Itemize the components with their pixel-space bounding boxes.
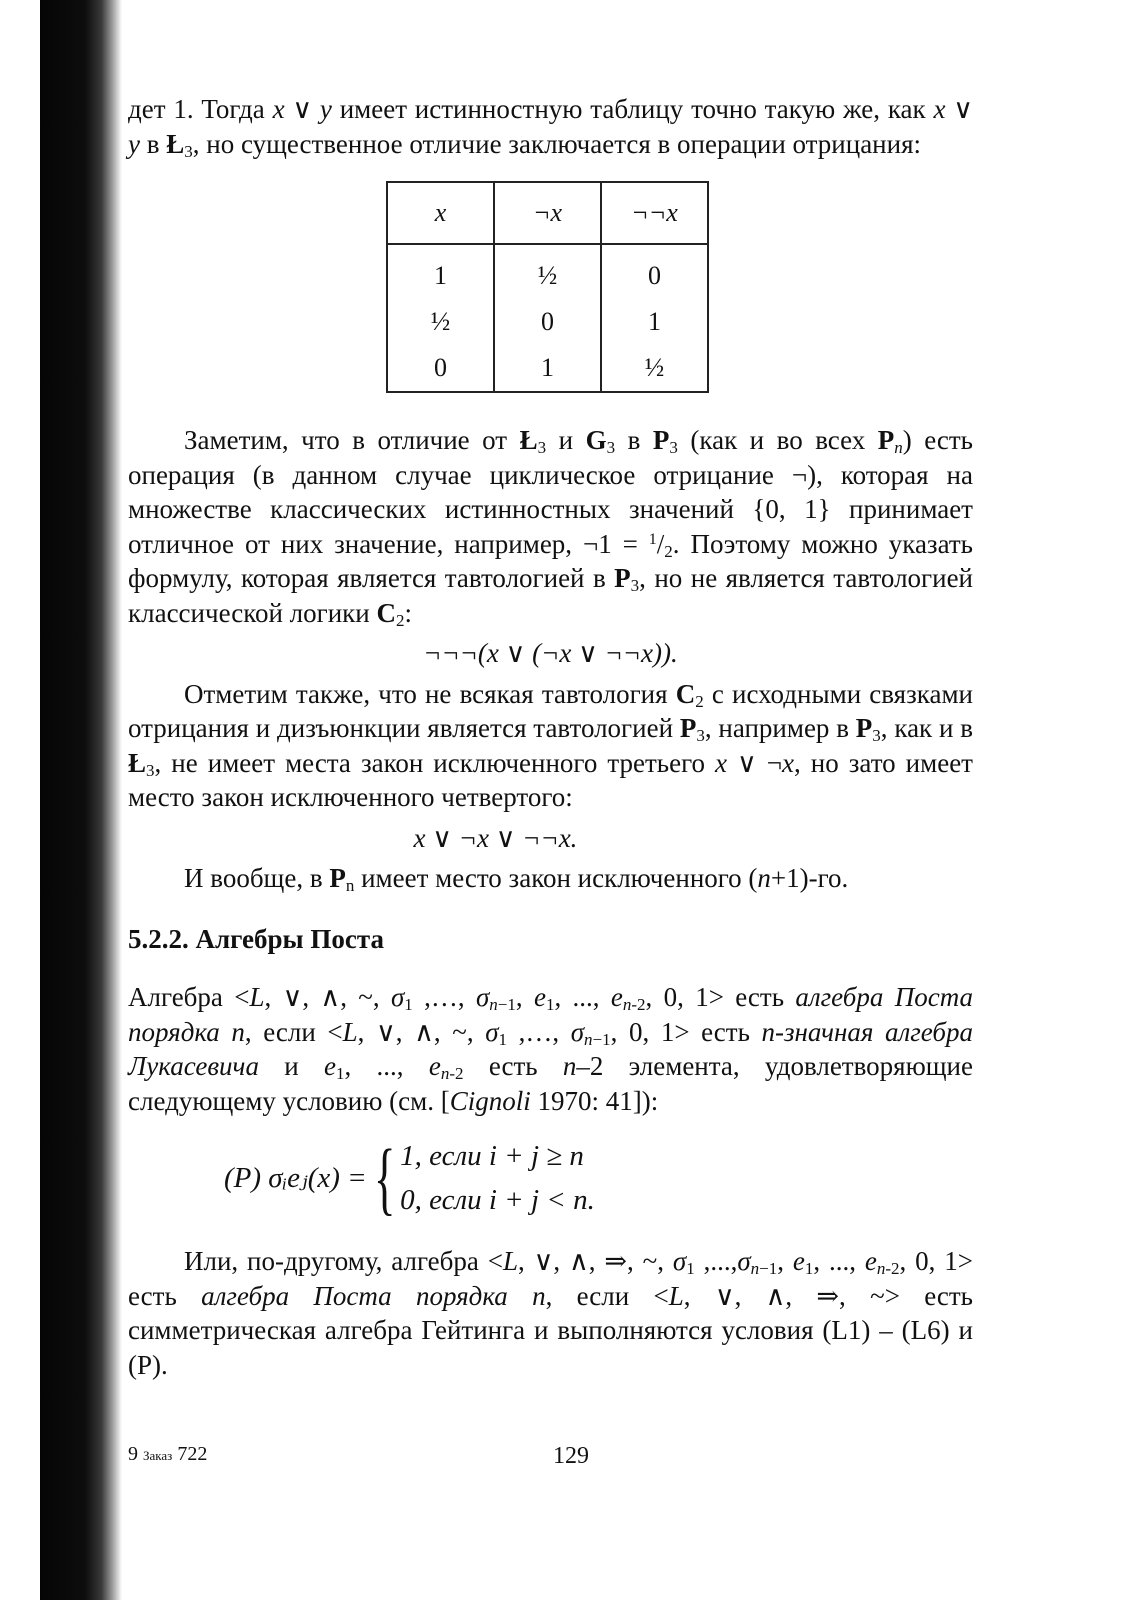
table-cell: ½ (387, 299, 494, 345)
print-signature: 9 Заказ 722 (128, 1443, 208, 1465)
scan-margin (0, 0, 40, 1600)
paragraph-alternative: Или, по-другому, алгебра <L, ∨, ∧, ⇒, ~, $\sigma_1$ $,...,\sigma_{n-1}$, $e_1$, ..., $e_{n-2}$, 0, 1> есть алгебра Поста порядка n, если <L, ∨, ∧, ⇒, ~> есть симметрическая алгебра Гейтинга и выполняются условия (L1) – (L6) и (P). (128, 1246, 974, 1380)
cases-row: 1, если i + j ≥ n (400, 1140, 584, 1172)
paragraph-also: Отметим также, что не всякая тавтология $C_2$ с исходными связками отрицания и дизъюнкции является тавтологией $P_3$, например в $P_3$, как и в $Ł_3$, не имеет места закон исключенного третьего x ∨ ¬x, но зато имеет место закон исключенного четвертого: (128, 678, 973, 812)
table-cell: 1 (601, 299, 708, 345)
table-cell: 0 (601, 244, 708, 299)
book-binding-shadow (40, 0, 122, 1600)
page-number: 129 (553, 1443, 589, 1469)
table-cell: ½ (494, 244, 601, 299)
brace-icon: { (373, 1132, 396, 1223)
cases-formula (224, 1134, 973, 1222)
cases-row: 0, если i + j < n. (400, 1184, 595, 1216)
page-body (128, 92, 973, 1382)
cases-lhs: (P) σᵢeⱼ(x) = (224, 1161, 367, 1194)
table-header: ¬x (494, 182, 601, 244)
table-header: ¬¬x (601, 182, 708, 244)
table-cell: 1 (387, 244, 494, 299)
paragraph-note: Заметим, что в отличие от $Ł_3$ и $G_3$ в $P_3$ (как и во всех $P_n$) есть операция (в данном случае циклическое отрицание ¬), которая на множестве классических истинностных значений {0, 1} принимает отличное от них значение, например, ¬1 = $^1/_2$. Поэтому можно указать формулу, которая является тавтологией в $P_3$, но не является тавтологией классической логики $C_2$: (128, 425, 973, 630)
formula-fourth: x ∨ ¬x ∨ ¬¬x. (413, 822, 578, 853)
table-cell: 0 (494, 299, 601, 345)
formula-tautology: ¬¬¬(x ∨ (¬x ∨ ¬¬x)). (423, 638, 678, 668)
truth-table (386, 181, 709, 393)
paragraph-intro: дет 1. Тогда x ∨ y имеет истинностную таблицу точно такую же, как x ∨ y в $Ł_3$, но существенное отличие заключается в операции отрицания: (128, 94, 973, 161)
table-cell: 1 (494, 345, 601, 392)
table-header: x (387, 182, 494, 244)
table-cell: 0 (387, 345, 494, 392)
section-title: 5.2.2. Алгебры Поста (128, 923, 384, 954)
table-cell: ½ (601, 345, 708, 392)
paragraph-definition: Алгебра <L, ∨, ∧, ~, $\sigma_1$ ,…, $\sigma_{n-1}$, $e_1$, ..., $e_{n-2}$, 0, 1> есть алгебра Поста порядка n, если <L, ∨, ∧, ~, $\sigma_1$ ,…, $\sigma_{n-1}$, 0, 1> есть n-значная алгебра Лукасевича и $e_1$, ..., $e_{n-2}$ есть n–2 элемента, удовлетворяющие следующему условию (см. [Cignoli 1970: 41]): (128, 982, 974, 1116)
paragraph-general: И вообще, в $P_n$ имеет место закон исключенного (n+1)-го. (184, 863, 849, 895)
